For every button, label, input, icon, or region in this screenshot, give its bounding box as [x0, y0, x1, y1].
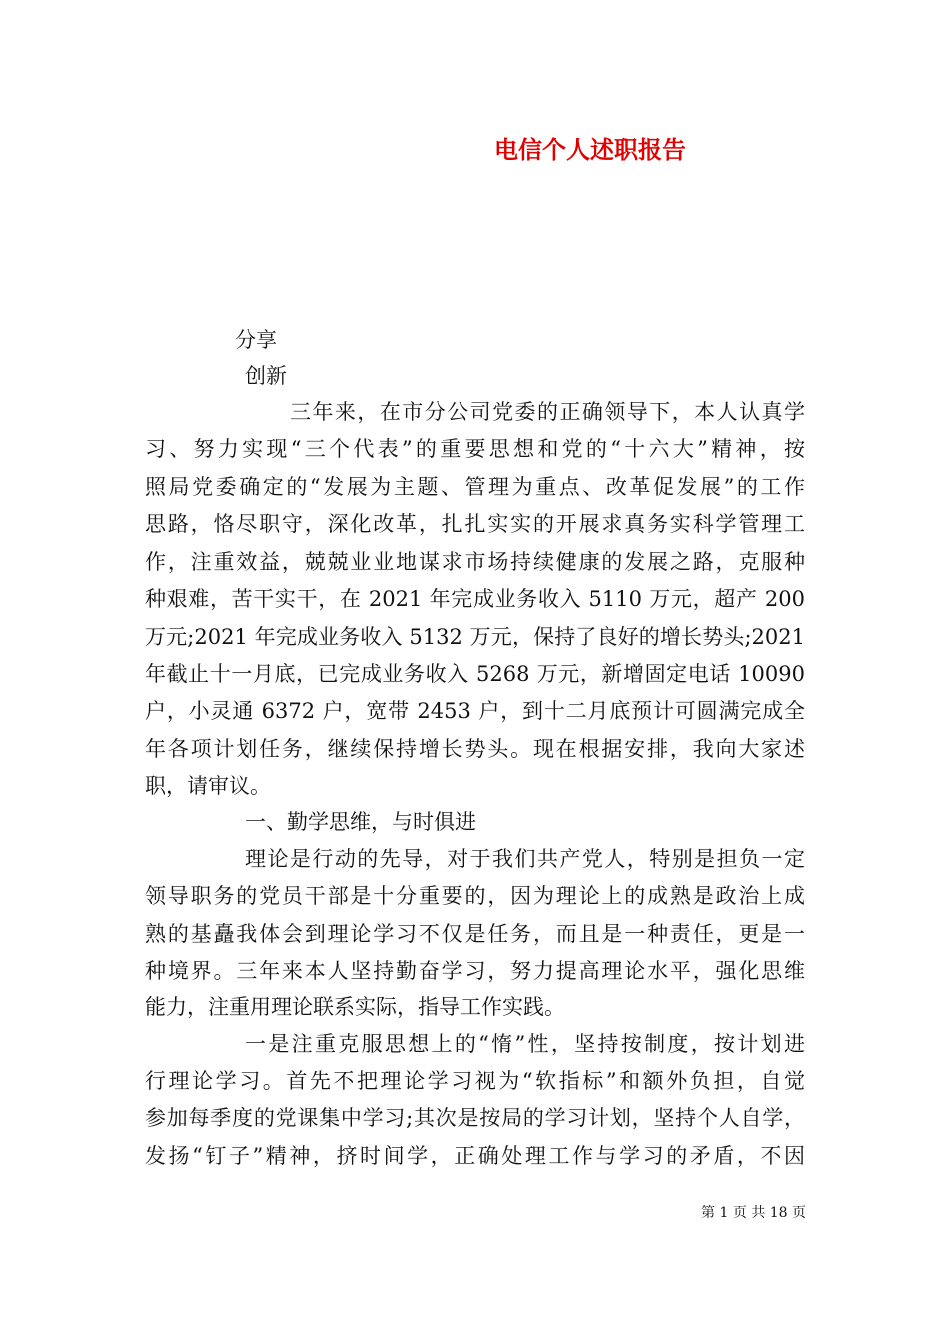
body-line: 种艰难，苦干实干，在 2021 年完成业务收入 5110 万元，超产 200 [145, 587, 805, 611]
document-title: 电信个人述职报告 [494, 135, 686, 164]
body-line: 领导职务的党员干部是十分重要的，因为理论上的成熟是政治上成 [145, 884, 805, 908]
body-line: 职，请审议。 [145, 774, 271, 798]
tag-innovation: 创新 [245, 364, 287, 388]
body-line: 万元;2021 年完成业务收入 5132 万元，保持了良好的增长势头;2021 [145, 625, 805, 649]
body-line: 行理论学习。首先不把理论学习视为“软指标”和额外负担，自觉 [145, 1069, 805, 1093]
body-line: 习、努力实现“三个代表”的重要思想和党的“十六大”精神，按 [145, 437, 805, 461]
tag-share: 分享 [235, 328, 277, 352]
body-line: 一、勤学思维，与时俱进 [245, 810, 476, 834]
body-line: 年截止十一月底，已完成业务收入 5268 万元，新增固定电话 10090 [145, 662, 805, 686]
body-line: 发扬“钉子”精神，挤时间学，正确处理工作与学习的矛盾，不因 [145, 1144, 805, 1168]
body-line: 参加每季度的党课集中学习;其次是按局的学习计划，坚持个人自学， [145, 1106, 805, 1130]
body-line: 理论是行动的先导，对于我们共产党人，特别是担负一定 [245, 847, 805, 871]
body-line: 照局党委确定的“发展为主题、管理为重点、改革促发展”的工作 [145, 475, 805, 499]
body-line: 能力，注重用理论联系实际，指导工作实践。 [145, 995, 565, 1019]
body-line: 种境界。三年来本人坚持勤奋学习，努力提高理论水平，强化思维 [145, 959, 805, 983]
body-line: 熟的基矗我体会到理论学习不仅是任务，而且是一种责任，更是一 [145, 922, 805, 946]
body-line: 一是注重克服思想上的“惰”性，坚持按制度，按计划进 [245, 1032, 805, 1056]
body-line: 年各项计划任务，继续保持增长势头。现在根据安排，我向大家述 [145, 737, 805, 761]
body-line: 作，注重效益，兢兢业业地谋求市场持续健康的发展之路，克服种 [145, 550, 805, 574]
body-line: 户，小灵通 6372 户，宽带 2453 户，到十二月底预计可圆满完成全 [145, 699, 805, 723]
body-line: 三年来，在市分公司党委的正确领导下，本人认真学 [290, 400, 805, 424]
page-number: 第 1 页 共 18 页 [701, 1205, 806, 1221]
body-line: 思路，恪尽职守，深化改革，扎扎实实的开展求真务实科学管理工 [145, 512, 805, 536]
